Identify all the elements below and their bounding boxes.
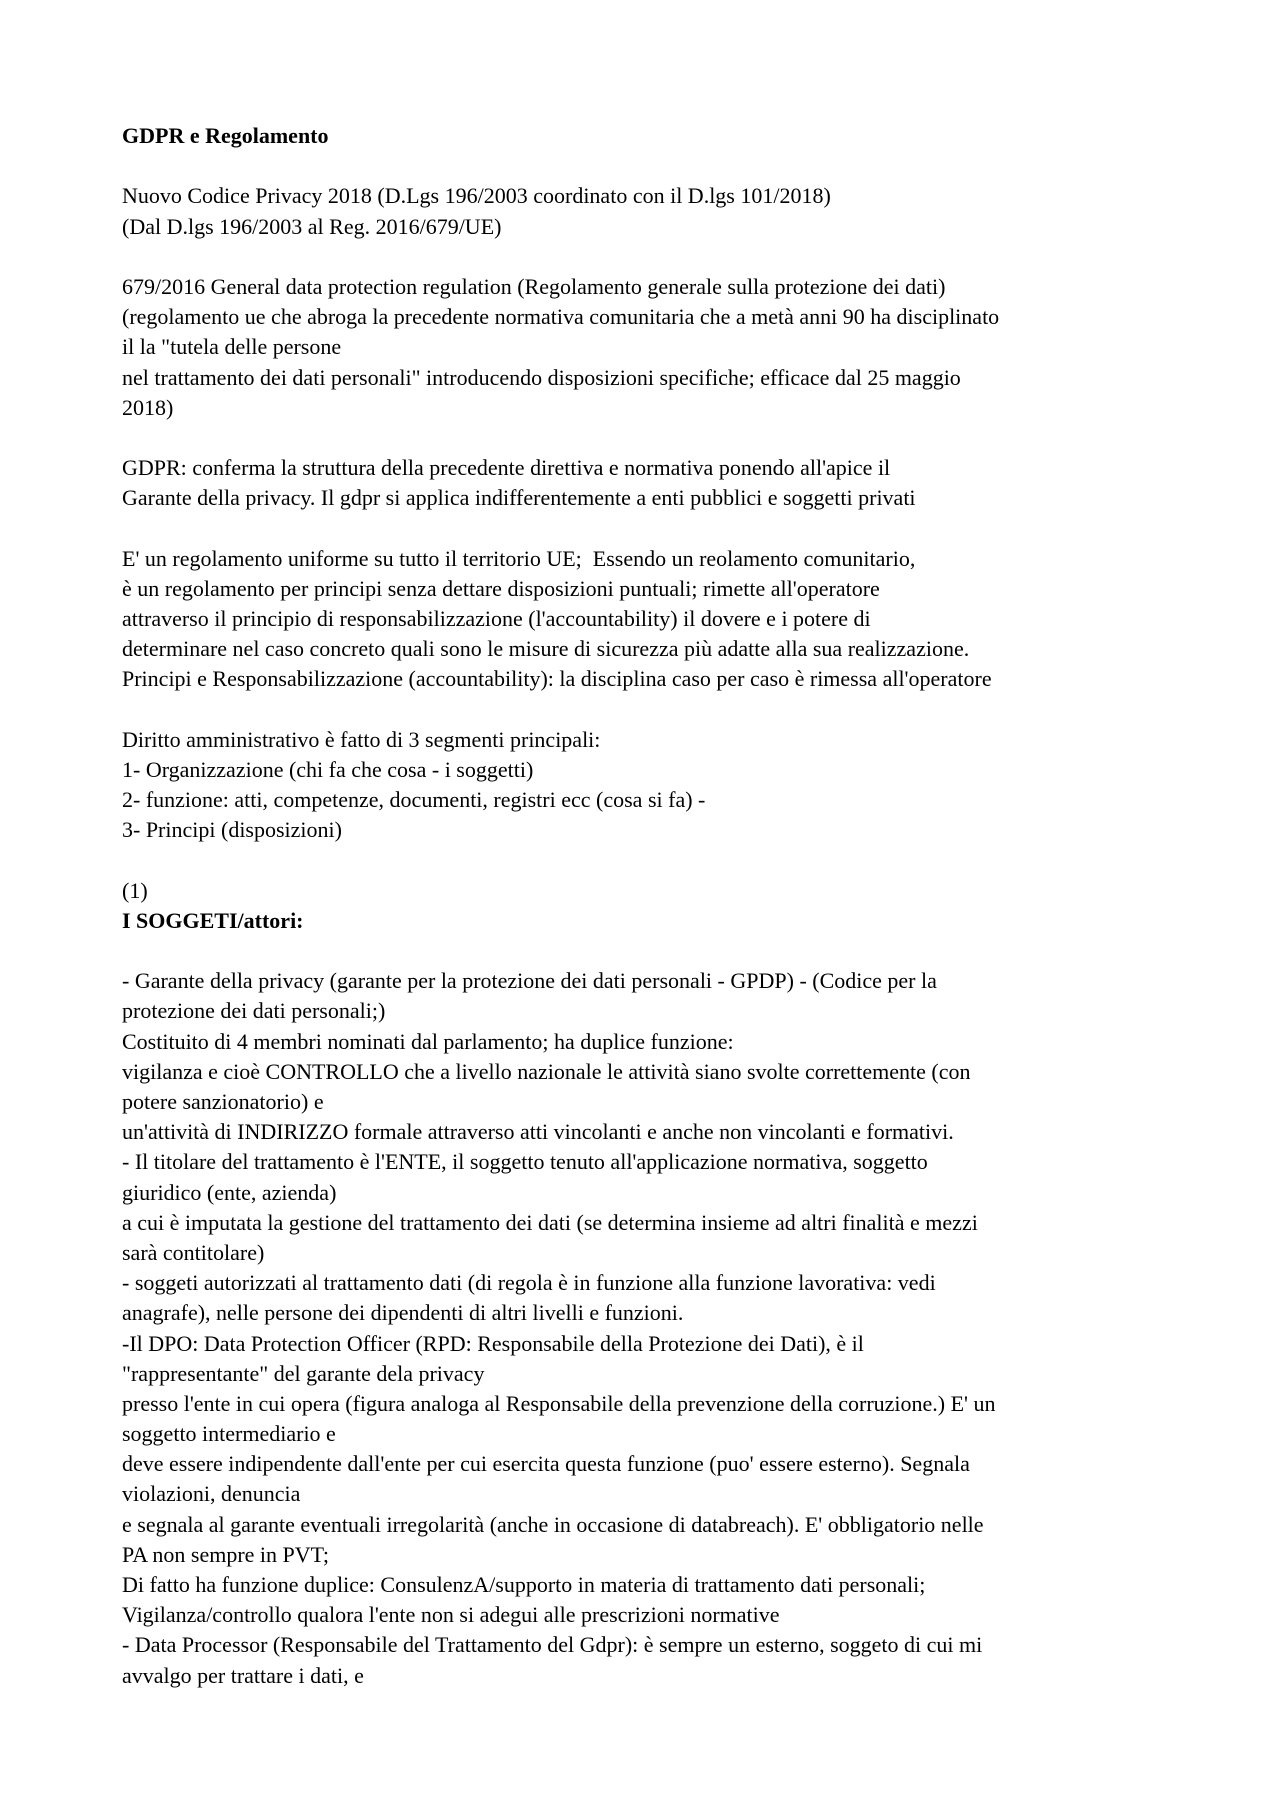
text-line: protezione dei dati personali;): [122, 998, 386, 1024]
section-heading: I SOGGETI/attori:: [122, 907, 304, 933]
text-line: -Il DPO: Data Protection Officer (RPD: Responsabile della Protezione dei Dati), è il: [122, 1330, 864, 1356]
text-line: 3- Principi (disposizioni): [122, 817, 342, 843]
text-line: determinare nel caso concreto quali sono le misure di sicurezza più adatte alla sua realizzazione.: [122, 636, 970, 662]
text-line: 2- funzione: atti, competenze, documenti, registri ecc (cosa si fa) -: [122, 787, 706, 813]
text-line: Principi e Responsabilizzazione (accountability): la disciplina caso per caso è rimessa all'operatore: [122, 666, 992, 692]
text-line: PA non sempre in PVT;: [122, 1541, 329, 1567]
blank-line: [122, 242, 1172, 272]
text-line: - Garante della privacy (garante per la protezione dei dati personali - GPDP) - (Codice per la: [122, 968, 937, 994]
text-line: e segnala al garante eventuali irregolarità (anche in occasione di databreach). E' obbligatorio nelle: [122, 1511, 984, 1537]
blank-line: [122, 151, 1172, 181]
text-line: soggetto intermediario e: [122, 1421, 336, 1447]
text-line: a cui è imputata la gestione del trattamento dei dati (se determina insieme ad altri finalità e mezzi: [122, 1209, 978, 1235]
text-line: - Il titolare del trattamento è l'ENTE, il soggetto tenuto all'applicazione normativa, soggetto: [122, 1149, 928, 1175]
text-line: (1): [122, 877, 148, 903]
text-line: - Data Processor (Responsabile del Trattamento del Gdpr): è sempre un esterno, soggeto di cui mi: [122, 1632, 983, 1658]
text-line: avvalgo per trattare i dati, e: [122, 1662, 364, 1688]
text-line: 679/2016 General data protection regulation (Regolamento generale sulla protezione dei dati): [122, 273, 946, 299]
blank-line: [122, 513, 1172, 543]
text-line: deve essere indipendente dall'ente per cui esercita questa funzione (puo' essere esterno). Segnala: [122, 1451, 970, 1477]
text-line: E' un regolamento uniforme su tutto il territorio UE; Essendo un reolamento comunitario,: [122, 545, 916, 571]
text-line: giuridico (ente, azienda): [122, 1179, 337, 1205]
text-line: presso l'ente in cui opera (figura analoga al Responsabile della prevenzione della corruzione.) E' un: [122, 1390, 996, 1416]
text-line: il la "tutela delle persone: [122, 334, 342, 360]
blank-line: [122, 846, 1172, 876]
text-line: potere sanzionatorio) e: [122, 1089, 324, 1114]
blank-line: [122, 695, 1172, 725]
text-line: Di fatto ha funzione duplice: ConsulenzA/supporto in materia di trattamento dati personali;: [122, 1572, 926, 1597]
blank-line: [122, 423, 1172, 453]
text-line: (regolamento ue che abroga la precedente normativa comunitaria che a metà anni 90 ha disciplinato: [122, 304, 1000, 330]
text-line: violazioni, denuncia: [122, 1481, 301, 1507]
text-line: Vigilanza/controllo qualora l'ente non si adegui alle prescrizioni normative: [122, 1602, 780, 1628]
text-line: sarà contitolare): [122, 1239, 265, 1265]
section-heading: GDPR e Regolamento: [122, 123, 329, 148]
text-line: Garante della privacy. Il gdpr si applica indifferentemente a enti pubblici e soggetti privati: [122, 485, 916, 511]
text-line: - soggeti autorizzati al trattamento dati (di regola è in funzione alla funzione lavorativa: vedi: [122, 1270, 936, 1296]
text-line: 2018): [122, 394, 174, 420]
blank-line: [122, 936, 1172, 966]
text-line: Diritto amministrativo è fatto di 3 segmenti principali:: [122, 726, 601, 752]
text-line: Costituito di 4 membri nominati dal parlamento; ha duplice funzione:: [122, 1028, 734, 1054]
text-line: 1- Organizzazione (chi fa che cosa - i soggetti): [122, 756, 534, 782]
text-line: Nuovo Codice Privacy 2018 (D.Lgs 196/2003 coordinato con il D.lgs 101/2018): [122, 183, 831, 209]
text-line: vigilanza e cioè CONTROLLO che a livello nazionale le attività siano svolte correttemente (con: [122, 1058, 971, 1084]
document-body: [122, 121, 1172, 1691]
text-line: anagrafe), nelle persone dei dipendenti di altri livelli e funzioni.: [122, 1300, 684, 1326]
text-line: nel trattamento dei dati personali" introducendo disposizioni specifiche; efficace dal 25 maggio: [122, 364, 961, 390]
text-line: un'attività di INDIRIZZO formale attraverso atti vincolanti e anche non vincolanti e formativi.: [122, 1119, 954, 1145]
text-line: "rappresentante" del garante dela privacy: [122, 1360, 485, 1386]
text-line: è un regolamento per principi senza dettare disposizioni puntuali; rimette all'operatore: [122, 575, 880, 601]
text-line: (Dal D.lgs 196/2003 al Reg. 2016/679/UE): [122, 213, 502, 239]
text-line: attraverso il principio di responsabilizzazione (l'accountability) il dovere e i potere di: [122, 606, 871, 631]
text-line: GDPR: conferma la struttura della precedente direttiva e normativa ponendo all'apice il: [122, 455, 891, 481]
